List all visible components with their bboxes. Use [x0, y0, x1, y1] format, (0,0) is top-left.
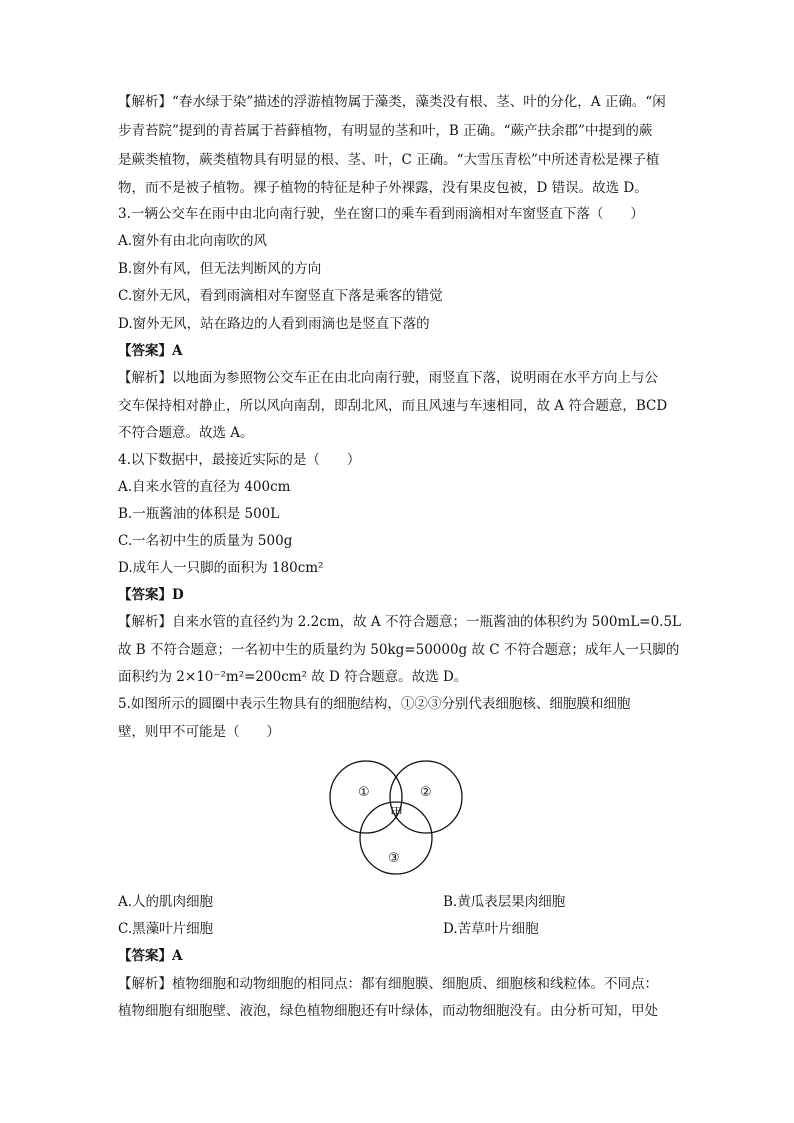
q5-option-d: D.苦草叶片细胞	[443, 921, 539, 937]
venn-diagram	[328, 758, 466, 876]
q3-analysis-line-3: 不符合题意。故选 A。	[118, 425, 254, 441]
q3-option-d: D.窗外无风，站在路边的人看到雨滴也是竖直下落的	[118, 316, 430, 332]
q4-analysis-line-3: 面积约为 2×10⁻²m²=200cm² 故 D 符合题意。故选 D。	[118, 669, 468, 685]
q3-analysis-line-2: 交车保持相对静止，所以风向南刮，即刮北风，而且风速与车速相同，故 A 符合题意，BCD	[118, 398, 668, 414]
q2-analysis-line-3: 是蕨类植物，蕨类植物具有明显的根、茎、叶，C 正确。“大雪压青松”中所述青松是裸子植	[118, 152, 660, 168]
q3-option-b: B.窗外有风，但无法判断风的方向	[118, 261, 322, 277]
q4-answer: 【答案】D	[118, 587, 184, 603]
q4-stem: 4.以下数据中，最接近实际的是（ ）	[118, 452, 361, 468]
q3-option-a: A.窗外有由北向南吹的风	[118, 233, 268, 249]
q5-option-a: A.人的肌肉细胞	[118, 894, 214, 910]
venn-diagram-svg	[328, 758, 466, 876]
q4-option-c: C.一名初中生的质量为 500g	[118, 533, 293, 549]
q5-analysis-line-2: 植物细胞有细胞壁、液泡，绿色植物细胞还有叶绿体，而动物细胞没有。由分析可知，甲处	[118, 1003, 658, 1019]
q3-option-c: C.窗外无风，看到雨滴相对车窗竖直下落是乘客的错觉	[118, 288, 443, 304]
q4-analysis-line-1: 【解析】自来水管的直径约为 2.2cm，故 A 不符合题意；一瓶酱油的体积约为 500mL=0.5L	[118, 614, 682, 630]
q2-analysis-line-1: 【解析】“春水绿于染”描述的浮游植物属于藻类，藻类没有根、茎、叶的分化，A 正确。“闲	[118, 94, 666, 110]
q4-analysis-line-2: 故 B 不符合题意；一名初中生的质量约为 50kg=50000g 故 C 不符合题意；成年人一只脚的	[118, 642, 680, 658]
q3-answer: 【答案】A	[118, 343, 183, 359]
q5-answer: 【答案】A	[118, 948, 183, 964]
q5-option-c: C.黑藻叶片细胞	[118, 921, 214, 937]
label-circle-2: ②	[420, 785, 432, 800]
q3-stem: 3.一辆公交车在雨中由北向南行驶，坐在窗口的乘车看到雨滴相对车窗竖直下落（ ）	[118, 206, 644, 222]
q5-stem-line-1: 5.如图所示的圆圈中表示生物具有的细胞结构，①②③分别代表细胞核、细胞膜和细胞	[118, 696, 631, 712]
q5-analysis-line-1: 【解析】植物细胞和动物细胞的相同点：都有细胞膜、细胞质、细胞核和线粒体。不同点：	[118, 976, 658, 992]
q5-stem-line-2: 壁，则甲不可能是（ ）	[118, 724, 280, 740]
q2-analysis-line-4: 物，而不是被子植物。裸子植物的特征是种子外裸露，没有果皮包被，D 错误。故选 D。	[118, 180, 648, 196]
q5-option-b: B.黄瓜表层果肉细胞	[443, 894, 566, 910]
q3-analysis-line-1: 【解析】以地面为参照物公交车正在由北向南行驶，雨竖直下落，说明雨在水平方向上与公	[118, 370, 658, 386]
label-circle-1: ①	[358, 785, 370, 800]
label-jia: 甲	[390, 806, 404, 821]
q4-option-b: B.一瓶酱油的体积是 500L	[118, 506, 280, 522]
q2-analysis-line-2: 步青苔院”提到的青苔属于苔藓植物，有明显的茎和叶，B 正确。“蕨产扶余郡”中提到的蕨	[118, 123, 653, 139]
q4-option-d: D.成年人一只脚的面积为 180cm²	[118, 560, 324, 576]
label-circle-3: ③	[388, 851, 400, 866]
q4-option-a: A.自来水管的直径为 400cm	[118, 479, 291, 495]
